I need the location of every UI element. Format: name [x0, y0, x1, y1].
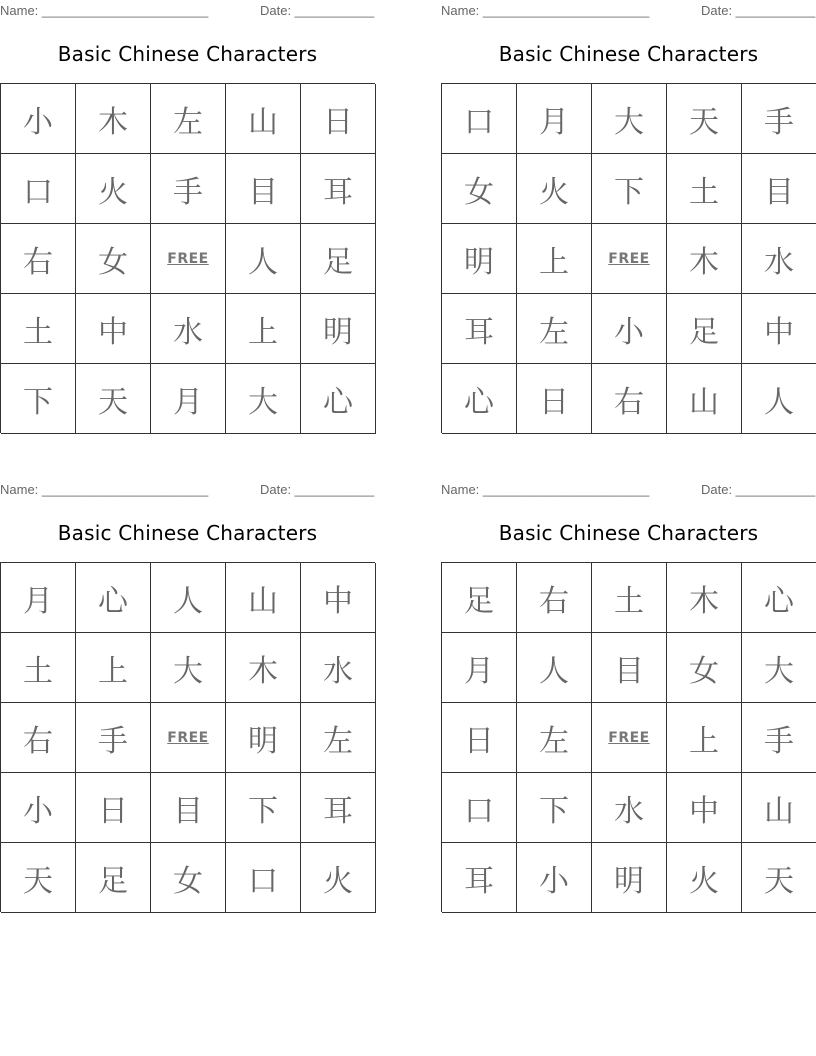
- bingo-cell[interactable]: 大: [742, 633, 816, 703]
- bingo-cell[interactable]: 口: [226, 843, 301, 913]
- bingo-cell[interactable]: 小: [592, 294, 667, 364]
- bingo-cell[interactable]: 右: [517, 563, 592, 633]
- bingo-cell[interactable]: 手: [76, 703, 151, 773]
- bingo-cell[interactable]: 水: [151, 294, 226, 364]
- bingo-cell[interactable]: 女: [76, 224, 151, 294]
- bingo-cell[interactable]: 大: [151, 633, 226, 703]
- bingo-cell[interactable]: 木: [667, 224, 742, 294]
- bingo-cell[interactable]: 手: [742, 703, 816, 773]
- bingo-grid: [0, 562, 375, 912]
- bingo-cell[interactable]: 土: [592, 563, 667, 633]
- bingo-cell[interactable]: 下: [1, 364, 76, 434]
- bingo-cell[interactable]: 下: [226, 773, 301, 843]
- bingo-cell[interactable]: 土: [1, 633, 76, 703]
- bingo-cell[interactable]: 下: [517, 773, 592, 843]
- card-title: Basic Chinese Characters: [498, 42, 759, 66]
- bingo-cell[interactable]: 日: [517, 364, 592, 434]
- card-header: [0, 479, 375, 499]
- card-header: [0, 0, 375, 20]
- bingo-cell[interactable]: 中: [76, 294, 151, 364]
- bingo-cell[interactable]: 小: [1, 84, 76, 154]
- card-title: Basic Chinese Characters: [57, 521, 318, 545]
- free-space-cell[interactable]: FREE: [592, 703, 667, 773]
- bingo-cell[interactable]: 口: [442, 773, 517, 843]
- bingo-cell[interactable]: 左: [517, 294, 592, 364]
- bingo-cell[interactable]: 火: [517, 154, 592, 224]
- bingo-cell[interactable]: 月: [1, 563, 76, 633]
- bingo-cell[interactable]: 木: [667, 563, 742, 633]
- bingo-cell[interactable]: 心: [442, 364, 517, 434]
- bingo-cell[interactable]: 明: [442, 224, 517, 294]
- name-field[interactable]: Name: _______________________: [0, 482, 209, 497]
- bingo-cell[interactable]: 女: [442, 154, 517, 224]
- bingo-cell[interactable]: 耳: [442, 294, 517, 364]
- bingo-cell[interactable]: 足: [301, 224, 376, 294]
- bingo-cell[interactable]: 日: [442, 703, 517, 773]
- bingo-grid: [441, 83, 816, 433]
- bingo-cell[interactable]: 足: [442, 563, 517, 633]
- date-field[interactable]: Date: ___________: [701, 3, 816, 18]
- free-space-cell[interactable]: FREE: [592, 224, 667, 294]
- bingo-cell[interactable]: 心: [301, 364, 376, 434]
- card-title: Basic Chinese Characters: [498, 521, 759, 545]
- bingo-cell[interactable]: 上: [76, 633, 151, 703]
- bingo-cell[interactable]: 山: [226, 84, 301, 154]
- bingo-cell[interactable]: 大: [226, 364, 301, 434]
- bingo-cell[interactable]: 中: [301, 563, 376, 633]
- bingo-cell[interactable]: 明: [592, 843, 667, 913]
- bingo-cell[interactable]: 火: [667, 843, 742, 913]
- bingo-cell[interactable]: 人: [151, 563, 226, 633]
- bingo-cell[interactable]: 月: [517, 84, 592, 154]
- bingo-cell[interactable]: 天: [76, 364, 151, 434]
- card-header: [441, 0, 816, 20]
- name-field[interactable]: Name: _______________________: [441, 3, 650, 18]
- bingo-cell[interactable]: 小: [517, 843, 592, 913]
- bingo-cell[interactable]: 足: [76, 843, 151, 913]
- bingo-cell[interactable]: 月: [442, 633, 517, 703]
- bingo-cell[interactable]: 上: [517, 224, 592, 294]
- bingo-cell[interactable]: 女: [151, 843, 226, 913]
- bingo-cell[interactable]: 山: [667, 364, 742, 434]
- name-field[interactable]: Name: _______________________: [441, 482, 650, 497]
- bingo-cell[interactable]: 火: [76, 154, 151, 224]
- bingo-cell[interactable]: 日: [301, 84, 376, 154]
- bingo-cell[interactable]: 水: [742, 224, 816, 294]
- bingo-cell[interactable]: 日: [76, 773, 151, 843]
- name-field[interactable]: Name: _______________________: [0, 3, 209, 18]
- bingo-cell[interactable]: 心: [76, 563, 151, 633]
- bingo-cell[interactable]: 木: [76, 84, 151, 154]
- bingo-cell[interactable]: 右: [592, 364, 667, 434]
- bingo-cell[interactable]: 月: [151, 364, 226, 434]
- bingo-cell[interactable]: 手: [742, 84, 816, 154]
- date-field[interactable]: Date: ___________: [260, 3, 375, 18]
- bingo-cell[interactable]: 土: [1, 294, 76, 364]
- date-field[interactable]: Date: ___________: [260, 482, 375, 497]
- bingo-cell[interactable]: 人: [742, 364, 816, 434]
- bingo-cell[interactable]: 火: [301, 843, 376, 913]
- bingo-cell[interactable]: 目: [742, 154, 816, 224]
- bingo-cell[interactable]: 口: [442, 84, 517, 154]
- bingo-cell[interactable]: 目: [592, 633, 667, 703]
- bingo-cell[interactable]: 心: [742, 563, 816, 633]
- bingo-cell[interactable]: 人: [517, 633, 592, 703]
- bingo-cell[interactable]: 右: [1, 224, 76, 294]
- bingo-cell[interactable]: 小: [1, 773, 76, 843]
- bingo-cell[interactable]: 中: [742, 294, 816, 364]
- free-space-cell[interactable]: FREE: [151, 224, 226, 294]
- bingo-cell[interactable]: 耳: [301, 154, 376, 224]
- bingo-cell[interactable]: 上: [226, 294, 301, 364]
- bingo-cell[interactable]: 山: [742, 773, 816, 843]
- bingo-cell[interactable]: 天: [742, 843, 816, 913]
- bingo-cell[interactable]: 土: [667, 154, 742, 224]
- bingo-cell[interactable]: 耳: [442, 843, 517, 913]
- bingo-cell[interactable]: 左: [517, 703, 592, 773]
- bingo-cell[interactable]: 山: [226, 563, 301, 633]
- bingo-cell[interactable]: 目: [226, 154, 301, 224]
- bingo-cell[interactable]: 右: [1, 703, 76, 773]
- bingo-cell[interactable]: 下: [592, 154, 667, 224]
- bingo-cell[interactable]: 女: [667, 633, 742, 703]
- bingo-cell[interactable]: 大: [592, 84, 667, 154]
- bingo-cell[interactable]: 左: [301, 703, 376, 773]
- card-title: Basic Chinese Characters: [57, 42, 318, 66]
- bingo-cell[interactable]: 明: [226, 703, 301, 773]
- bingo-cell[interactable]: 中: [667, 773, 742, 843]
- bingo-cell[interactable]: 天: [1, 843, 76, 913]
- bingo-cell[interactable]: 上: [667, 703, 742, 773]
- bingo-cell[interactable]: 手: [151, 154, 226, 224]
- bingo-cell[interactable]: 人: [226, 224, 301, 294]
- bingo-cell[interactable]: 水: [592, 773, 667, 843]
- card-header: [441, 479, 816, 499]
- bingo-cell[interactable]: 耳: [301, 773, 376, 843]
- free-space-cell[interactable]: FREE: [151, 703, 226, 773]
- bingo-cell[interactable]: 木: [226, 633, 301, 703]
- bingo-cell[interactable]: 口: [1, 154, 76, 224]
- bingo-cell[interactable]: 足: [667, 294, 742, 364]
- bingo-cell[interactable]: 水: [301, 633, 376, 703]
- bingo-cell[interactable]: 明: [301, 294, 376, 364]
- bingo-grid: [441, 562, 816, 912]
- date-field[interactable]: Date: ___________: [701, 482, 816, 497]
- bingo-cell[interactable]: 目: [151, 773, 226, 843]
- bingo-grid: [0, 83, 375, 433]
- bingo-cell[interactable]: 左: [151, 84, 226, 154]
- bingo-cell[interactable]: 天: [667, 84, 742, 154]
